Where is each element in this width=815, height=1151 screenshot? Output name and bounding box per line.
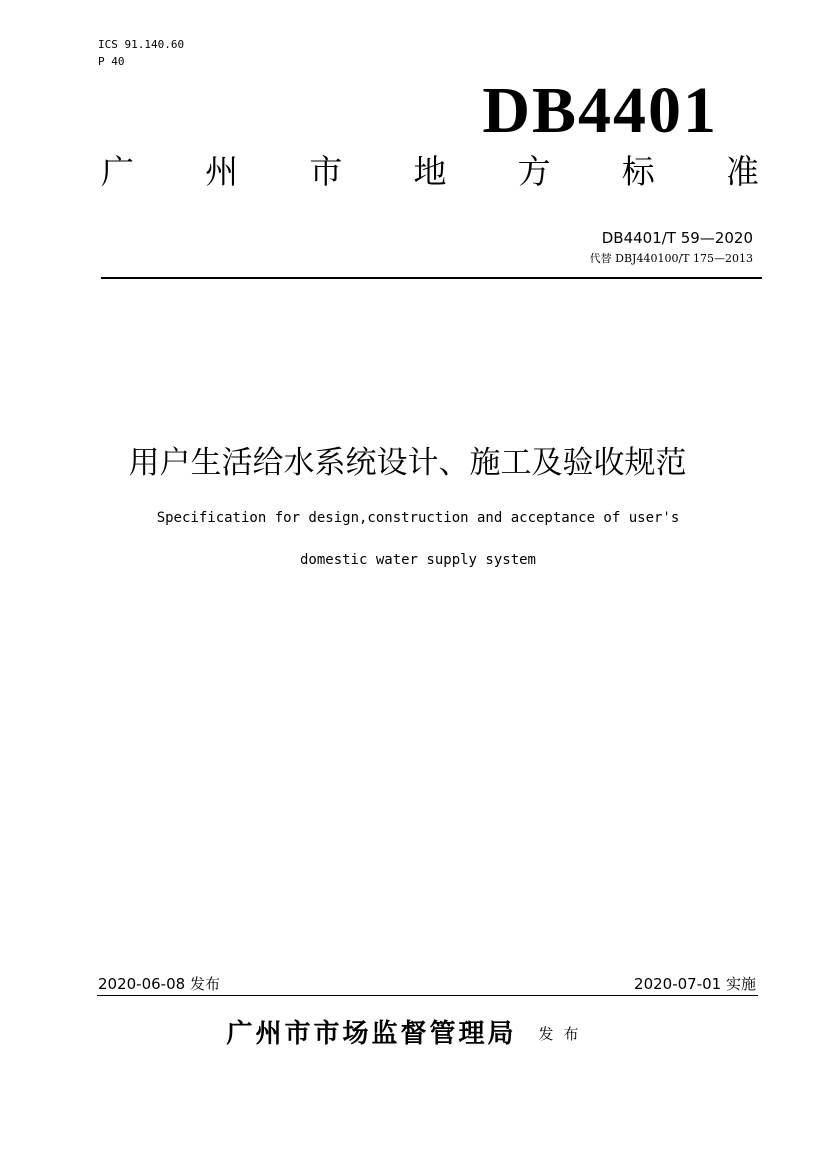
- ccs-code: P 40: [98, 55, 125, 68]
- document-title-en-line1: Specification for design,construction and acceptance of user's: [156, 510, 680, 526]
- standard-type-char: 广: [101, 152, 134, 191]
- standard-type-char: 地: [413, 152, 447, 191]
- issuer-line: [0, 1016, 815, 1052]
- standard-number: DB4401/T 59—2020: [601, 229, 753, 247]
- implementation-date: 2020-07-01 实施: [634, 975, 756, 993]
- issue-action: 发布: [538, 1025, 589, 1043]
- standard-type-char: 准: [725, 152, 759, 191]
- document-title-en-line2: domestic water supply system: [299, 552, 536, 568]
- standard-type-heading: [101, 148, 759, 196]
- ics-code: ICS 91.140.60: [98, 38, 185, 51]
- standard-type-char: 州: [205, 152, 239, 191]
- document-title-cn: 用户生活给水系统设计、施工及验收规范: [128, 445, 687, 481]
- issuing-authority: 广州市市场监督管理局: [226, 1019, 517, 1049]
- standard-type-char: 方: [517, 152, 551, 191]
- classification-codes: [98, 36, 184, 70]
- header-divider: [101, 277, 762, 279]
- standard-type-char: 标: [621, 152, 655, 191]
- footer-divider: [97, 995, 758, 996]
- replaced-standard: 代替 DBJ440100/T 175—2013: [589, 252, 753, 265]
- standard-code-heading: DB4401: [482, 74, 718, 147]
- standard-type-char: 市: [309, 152, 343, 191]
- issue-date: 2020-06-08 发布: [98, 975, 220, 993]
